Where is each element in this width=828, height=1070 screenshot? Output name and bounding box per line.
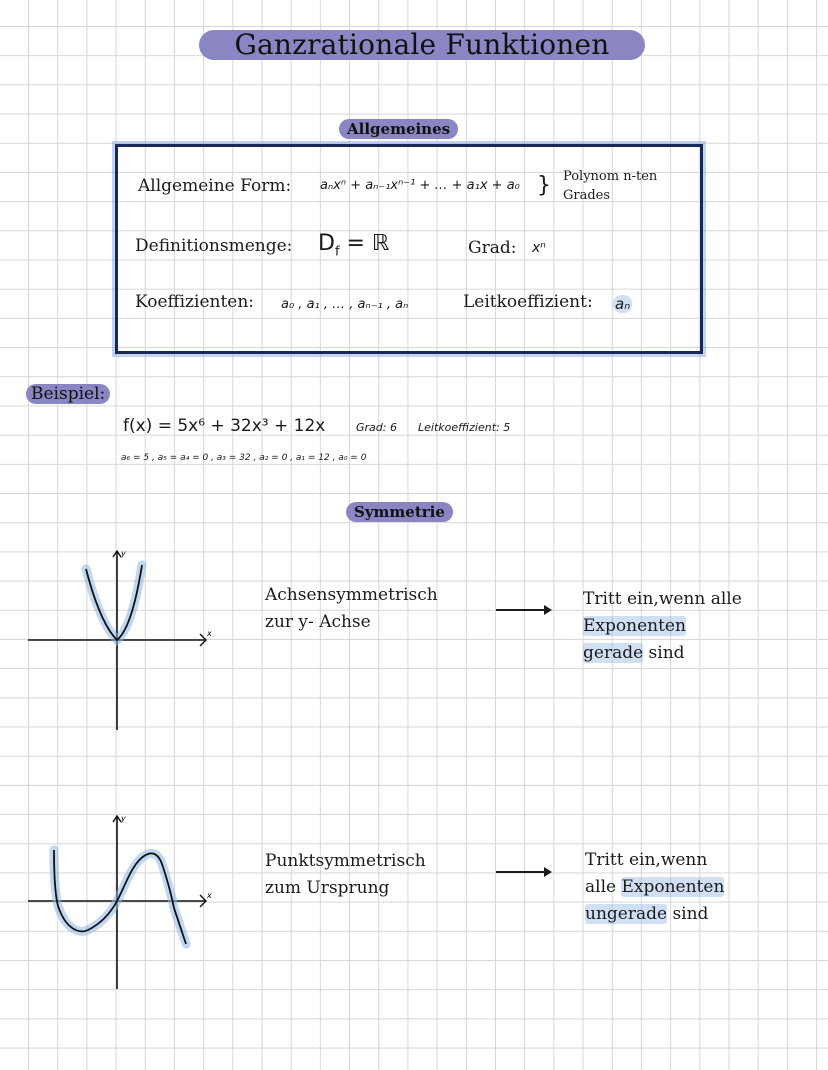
arrow-icon [496,609,550,611]
coefficients-label: Koeffizienten: [135,292,255,312]
example-label: Beispiel: [26,384,110,404]
coefficients-value: a₀ , a₁ , … , aₙ₋₁ , aₙ [281,297,409,312]
x-axis-label: x [207,891,212,900]
domain-value [318,231,389,259]
general-form-formula: aₙxⁿ + aₙ₋₁xⁿ⁻¹ + … + a₁x + a₀ [320,178,520,193]
odd-rule-sind: sind [667,904,709,924]
example-leading-coefficient: Leitkoeffizient: 5 [418,421,511,434]
brace-symbol: } [537,173,551,198]
even-title-line1: Achsensymmetrisch [265,585,438,605]
even-symmetry-title [265,582,438,636]
even-symmetry-rule [583,586,742,667]
x-axis-label: x [207,629,212,638]
polynomial-note-line1: Polynom n-ten [563,169,658,184]
odd-rule-line1: Tritt ein,wenn [585,850,708,870]
domain-rest: = ℝ [339,231,390,256]
example-degree: Grad: 6 [356,421,397,434]
odd-function-graph [28,812,218,997]
even-rule-highlight-gerade: gerade [583,643,644,663]
odd-symmetry-title [265,848,426,902]
grad-value: xⁿ [532,240,546,256]
odd-rule-highlight-exponenten: Exponenten [621,877,725,897]
y-axis-label: y [121,814,126,823]
general-form-label: Allgemeine Form: [138,176,292,196]
page-title: Ganzrationale Funktionen [199,30,645,60]
odd-rule-highlight-ungerade: ungerade [585,904,668,924]
even-title-line2: zur y- Achse [265,612,371,632]
even-rule-sind: sind [643,643,685,663]
odd-rule-alle: alle [585,877,622,897]
even-rule-highlight-exponenten: Exponenten [583,616,686,636]
leading-coefficient-label: Leitkoeffizient: [463,292,593,312]
even-function-graph [28,548,218,733]
y-axis-label: y [121,549,126,558]
odd-title-line2: zum Ursprung [265,878,390,898]
example-coefficients: a₆ = 5 , a₅ = a₄ = 0 , a₃ = 32 , a₂ = 0 , a₁ = 12 , a₀ = 0 [121,453,367,463]
grad-label: Grad: [468,238,517,258]
even-rule-line1: Tritt ein,wenn alle [583,589,742,609]
example-function: f(x) = 5x⁶ + 32x³ + 12x [123,416,326,436]
leading-coefficient-value: aₙ [615,295,631,313]
odd-symmetry-rule [585,847,724,928]
polynomial-note-line2: Grades [563,188,611,203]
domain-label: Definitionsmenge: [135,236,293,256]
domain-sub: f [334,244,340,260]
domain-d: D [318,231,335,256]
section-heading-symmetrie: Symmetrie [346,502,453,522]
arrow-icon [496,871,550,873]
section-heading-allgemeines: Allgemeines [339,119,458,139]
polynomial-note [563,167,657,205]
odd-title-line1: Punktsymmetrisch [265,851,426,871]
